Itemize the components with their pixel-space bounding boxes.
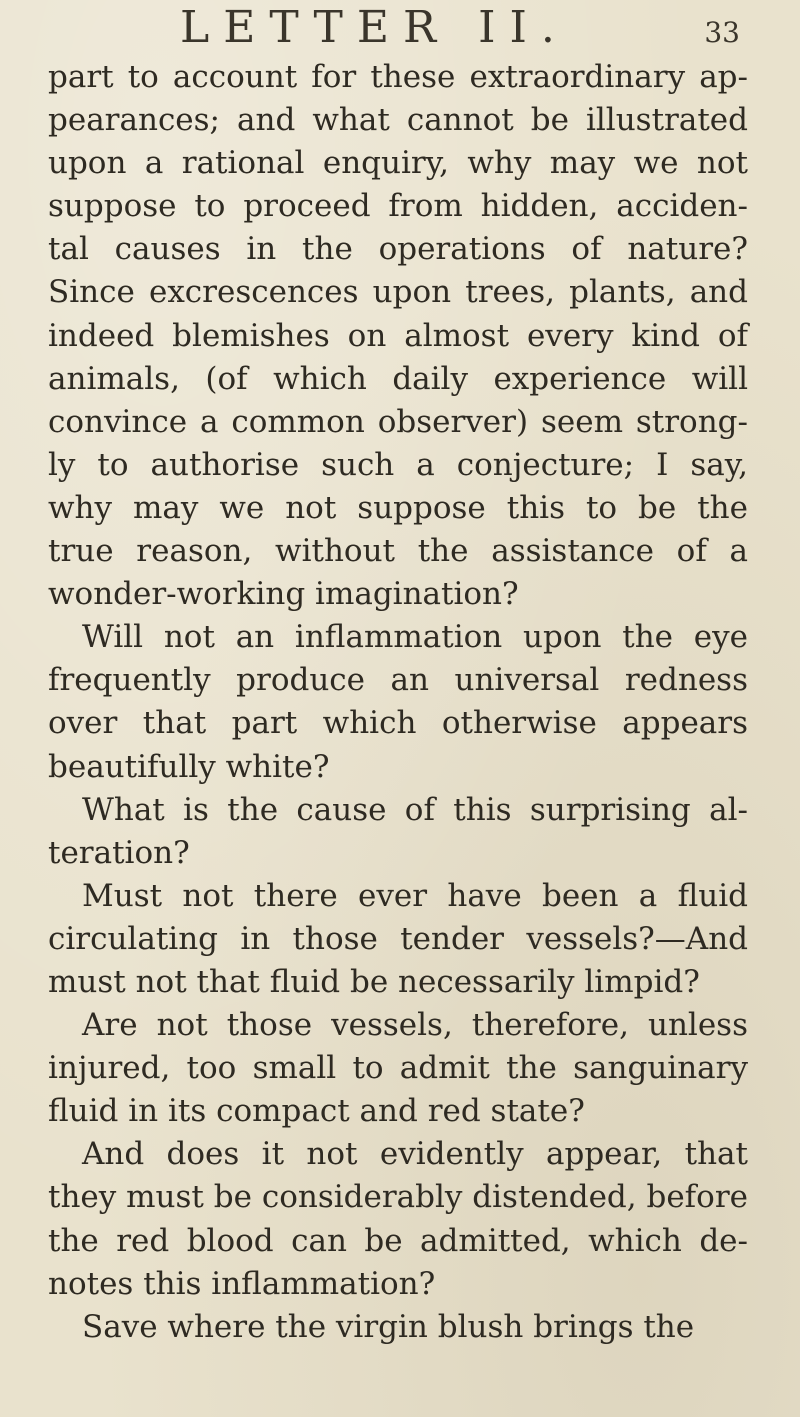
text-line: Will not an inflammation upon the eye [82, 619, 748, 656]
text-line: beautifully white? [48, 748, 330, 785]
text-line: true reason, without the assistance of a [48, 533, 748, 570]
text-line: they must be considerably distended, before [48, 1179, 748, 1216]
page-number: 33 [704, 16, 740, 49]
text-line: Must not there ever have been a fluid [82, 877, 748, 914]
body-text [48, 56, 748, 1349]
text-line: tal causes in the operations of nature? [48, 231, 748, 268]
text-line: What is the cause of this surprising al- [82, 791, 748, 828]
running-head [180, 2, 740, 56]
text-line: fluid in its compact and red state? [48, 1093, 585, 1130]
text-line: notes this inflammation? [48, 1265, 436, 1302]
text-line: injured, too small to admit the sanguinary [48, 1050, 748, 1087]
text-line: suppose to proceed from hidden, acciden- [48, 188, 748, 225]
text-line: Save where the virgin blush brings the [82, 1308, 695, 1345]
text-line: Are not those vessels, therefore, unless [82, 1007, 748, 1044]
text-line: over that part which otherwise appears [48, 705, 748, 742]
text-line: wonder-working imagination? [48, 576, 519, 613]
text-line: why may we not suppose this to be the [48, 489, 748, 526]
text-line: teration? [48, 834, 190, 871]
text-line: the red blood can be admitted, which de- [48, 1222, 748, 1259]
text-line: frequently produce an universal redness [48, 662, 748, 699]
text-line: must not that fluid be necessarily limpid? [48, 963, 700, 1000]
text-line: part to account for these extraordinary ap- [48, 59, 748, 95]
text-line: indeed blemishes on almost every kind of [48, 317, 748, 354]
running-title: LETTER II. [180, 2, 569, 53]
text-line: upon a rational enquiry, why may we not [48, 145, 748, 182]
text-line: ly to authorise such a conjecture; I say, [48, 446, 748, 483]
text-line: convince a common observer) seem strong- [48, 403, 748, 440]
text-line: pearances; and what cannot be illustrated [48, 102, 748, 139]
text-line: And does it not evidently appear, that [82, 1136, 748, 1173]
text-line: circulating in those tender vessels?—And [48, 920, 748, 957]
text-line: animals, (of which daily experience will [48, 360, 748, 397]
text-line: Since excrescences upon trees, plants, and [48, 274, 748, 311]
